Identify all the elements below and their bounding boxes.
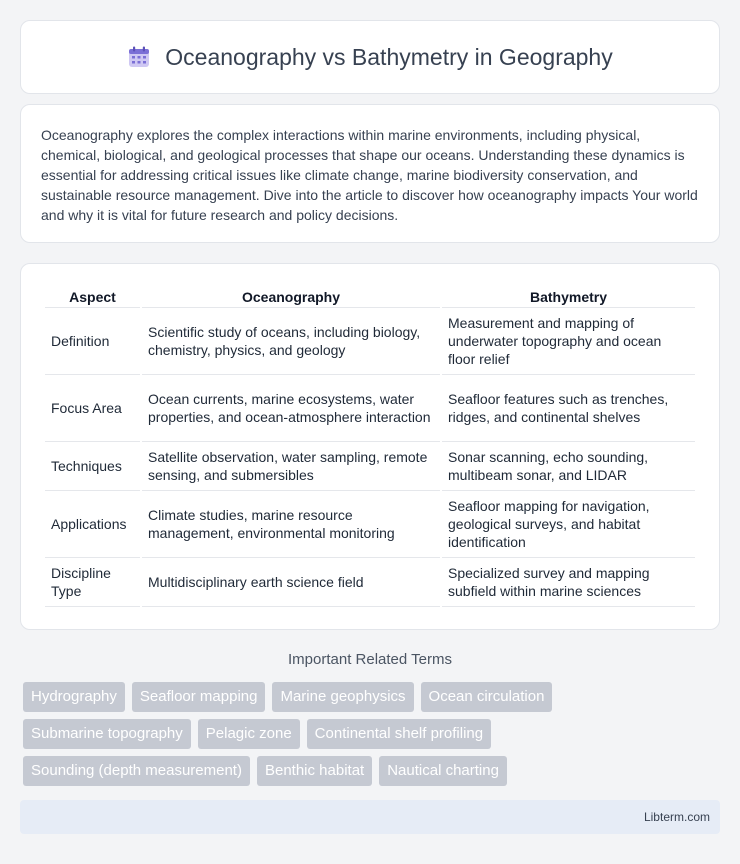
page-title: Oceanography vs Bathymetry in Geography: [165, 43, 613, 70]
related-terms-title: Important Related Terms: [288, 651, 452, 668]
table-header-row: [45, 282, 695, 308]
row-aspect: Techniques: [45, 442, 140, 491]
tag-pelagic-zone[interactable]: Pelagic zone: [198, 719, 300, 749]
tag-continental-shelf-profiling[interactable]: Continental shelf profiling: [307, 719, 491, 749]
row-bathymetry: Measurement and mapping of underwater topography and ocean floor relief: [442, 308, 695, 375]
comparison-card: [20, 263, 720, 630]
tag-benthic-habitat[interactable]: Benthic habitat: [257, 756, 372, 786]
comparison-table: [43, 282, 697, 607]
table-row: [45, 442, 695, 491]
row-bathymetry: Specialized survey and mapping subfield within marine sciences: [442, 558, 695, 607]
tag-ocean-circulation[interactable]: Ocean circulation: [421, 682, 553, 712]
table-row: [45, 308, 695, 375]
row-aspect: Definition: [45, 308, 140, 375]
table-row: [45, 558, 695, 607]
table-row: [45, 491, 695, 558]
row-aspect: Discipline Type: [45, 558, 140, 607]
title-card: [20, 20, 720, 94]
row-aspect: Focus Area: [45, 375, 140, 442]
tag-seafloor-mapping[interactable]: Seafloor mapping: [132, 682, 266, 712]
row-bathymetry: Sonar scanning, echo sounding, multibeam sonar, and LIDAR: [442, 442, 695, 491]
row-aspect: Applications: [45, 491, 140, 558]
tag-nautical-charting[interactable]: Nautical charting: [379, 756, 507, 786]
row-oceanography: Ocean currents, marine ecosystems, water properties, and ocean-atmosphere interaction: [142, 375, 440, 442]
tag-hydrography[interactable]: Hydrography: [23, 682, 125, 712]
row-oceanography: Climate studies, marine resource management, environmental monitoring: [142, 491, 440, 558]
footer: [20, 800, 720, 834]
row-oceanography: Satellite observation, water sampling, remote sensing, and submersibles: [142, 442, 440, 491]
calendar-icon: [127, 45, 151, 69]
column-header-bathymetry: Bathymetry: [442, 282, 695, 308]
intro-text: Oceanography explores the complex interactions within marine environments, including physical, chemical, biological, and geological processes that shape our oceans. Understanding these dynamics is essential for addressing critical issues like climate change, marine biodiversity conservation, and sustainable resource management. Dive into the article to discover how oceanography impacts Your world and why it is vital for future research and policy decisions.: [41, 127, 698, 223]
row-oceanography: Scientific study of oceans, including biology, chemistry, physics, and geology: [142, 308, 440, 375]
row-oceanography: Multidisciplinary earth science field: [142, 558, 440, 607]
tag-submarine-topography[interactable]: Submarine topography: [23, 719, 191, 749]
intro-card: [20, 104, 720, 243]
column-header-aspect: Aspect: [45, 282, 140, 308]
row-bathymetry: Seafloor mapping for navigation, geological surveys, and habitat identification: [442, 491, 695, 558]
related-terms-list: [23, 682, 723, 793]
tag-sounding[interactable]: Sounding (depth measurement): [23, 756, 250, 786]
tag-marine-geophysics[interactable]: Marine geophysics: [272, 682, 413, 712]
table-row: [45, 375, 695, 442]
row-bathymetry: Seafloor features such as trenches, ridges, and continental shelves: [442, 375, 695, 442]
column-header-oceanography: Oceanography: [142, 282, 440, 308]
footer-site-link[interactable]: Libterm.com: [643, 810, 710, 824]
